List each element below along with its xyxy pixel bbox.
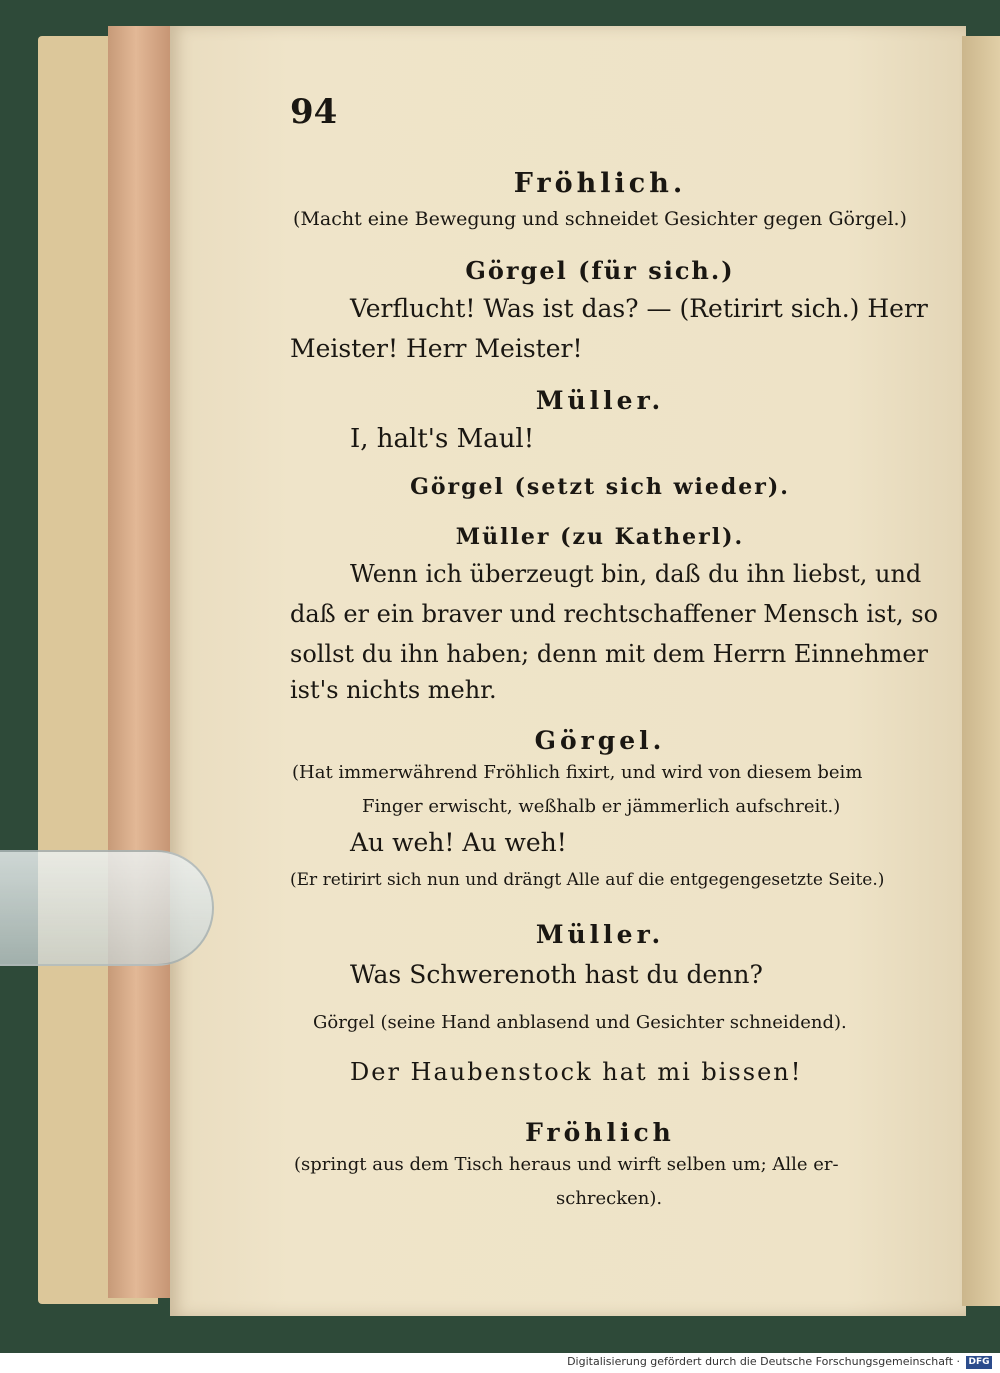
dialogue-line: ist's nichts mehr. (290, 676, 497, 704)
dialogue-line: Au weh! Au weh! (350, 828, 567, 857)
speaker-heading: Görgel (für sich.) (465, 256, 735, 285)
stage-direction: (Hat immerwährend Fröhlich fixirt, und wird von diesem beim (292, 762, 863, 783)
dialogue-line: I, halt's Maul! (350, 424, 535, 454)
speaker-heading: Fröhlich (525, 1118, 675, 1147)
stage-direction: (Er retirirt sich nun und drängt Alle auf die entgegengesetzte Seite.) (290, 870, 885, 890)
facing-page-edge (962, 36, 1000, 1306)
bookmark-clip (0, 850, 214, 966)
speaker-heading: Müller (zu Katherl). (455, 524, 745, 550)
dialogue-line: Der Haubenstock hat mi bissen! (350, 1058, 803, 1086)
speaker-heading: Görgel (seine Hand anblasend und Gesichter schneidend). (313, 1012, 847, 1033)
stage-direction: (Macht eine Bewegung und schneidet Gesichter gegen Görgel.) (293, 208, 907, 230)
dfg-logo-icon: DFG (966, 1356, 992, 1369)
dialogue-line: Verflucht! Was ist das? — (Retirirt sich.) Herr (350, 294, 928, 323)
page-edges (108, 26, 178, 1298)
dialogue-line: Was Schwerenoth hast du denn? (350, 960, 763, 989)
speaker-heading: Görgel. (534, 726, 666, 755)
page-number: 94 (290, 92, 338, 132)
dialogue-line: daß er ein braver und rechtschaffener Mensch ist, so (290, 600, 939, 628)
speaker-heading: Müller. (535, 920, 665, 949)
speaker-heading: Fröhlich. (513, 168, 687, 199)
dialogue-line: sollst du ihn haben; denn mit dem Herrn Einnehmer (290, 640, 929, 668)
dialogue-line: Wenn ich überzeugt bin, daß du ihn liebst, und (350, 560, 922, 588)
stage-direction: (springt aus dem Tisch heraus und wirft selben um; Alle er- (294, 1154, 839, 1175)
speaker-heading: Müller. (535, 386, 665, 415)
stage-direction: Finger erwischt, weßhalb er jämmerlich aufschreit.) (362, 796, 841, 817)
dialogue-line: Meister! Herr Meister! (290, 334, 583, 363)
stage-direction: schrecken). (556, 1188, 663, 1209)
speaker-heading: Görgel (setzt sich wieder). (410, 474, 790, 500)
footer-text: Digitalisierung gefördert durch die Deutsche Forschungsgemeinschaft · (567, 1355, 960, 1368)
footer (0, 1353, 1000, 1373)
